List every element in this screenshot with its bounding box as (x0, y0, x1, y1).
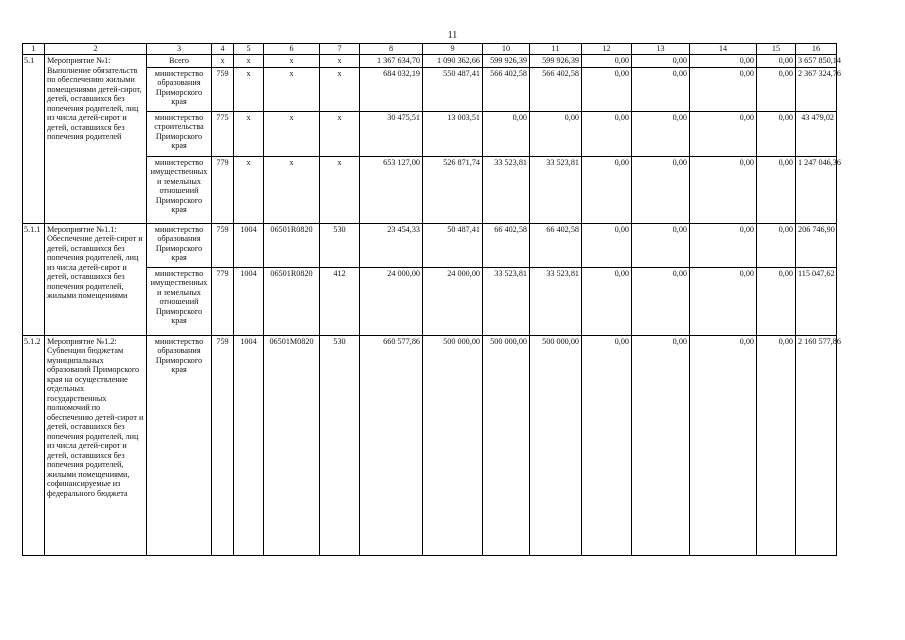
table-cell: 206 746,90 (796, 223, 837, 267)
table-cell: 43 479,02 (796, 111, 837, 156)
table-cell: 0,00 (582, 223, 632, 267)
table-cell: 0,00 (757, 111, 796, 156)
column-header: 14 (690, 44, 757, 55)
executor-cell: министерство образования Приморского края (147, 223, 212, 267)
table-cell: 653 127,00 (360, 156, 423, 223)
table-cell: 50 487,41 (423, 223, 483, 267)
item-number: 5.1 (23, 55, 45, 224)
table-cell: 33 523,81 (530, 156, 582, 223)
table-cell: 500 000,00 (423, 335, 483, 555)
executor-cell: министерство имущественных и земельных отношений Приморского края (147, 156, 212, 223)
executor-cell: Всего (147, 55, 212, 68)
table-cell: 0,00 (530, 111, 582, 156)
table-cell: 412 (320, 267, 360, 335)
table-cell: 06501R0820 (264, 267, 320, 335)
column-header: 3 (147, 44, 212, 55)
column-header: 7 (320, 44, 360, 55)
table-cell: 23 454,33 (360, 223, 423, 267)
table-cell: x (320, 111, 360, 156)
table-cell: 660 577,86 (360, 335, 423, 555)
item-number: 5.1.2 (23, 335, 45, 555)
column-header: 11 (530, 44, 582, 55)
table-cell: 0,00 (757, 67, 796, 111)
table-cell: 0,00 (582, 67, 632, 111)
column-header: 4 (212, 44, 234, 55)
executor-cell: министерство имущественных и земельных отношений Приморского края (147, 267, 212, 335)
table-cell: x (264, 156, 320, 223)
table-cell: 0,00 (690, 267, 757, 335)
table-cell: 66 402,58 (483, 223, 530, 267)
table-cell: 1004 (234, 335, 264, 555)
table-cell: 0,00 (582, 267, 632, 335)
table-cell: 0,00 (632, 223, 690, 267)
table-cell: x (234, 111, 264, 156)
item-number: 5.1.1 (23, 223, 45, 335)
table-cell: x (264, 55, 320, 68)
table-cell: 0,00 (582, 335, 632, 555)
executor-cell: министерство строительства Приморского края (147, 111, 212, 156)
table-cell: 0,00 (632, 335, 690, 555)
table-cell: 684 032,19 (360, 67, 423, 111)
table-cell: 13 003,51 (423, 111, 483, 156)
table-cell: 0,00 (632, 111, 690, 156)
table-cell: 1 247 046,36 (796, 156, 837, 223)
table-cell: 530 (320, 335, 360, 555)
table-cell: 0,00 (757, 156, 796, 223)
table-cell: 0,00 (690, 223, 757, 267)
table-cell: 1 090 362,66 (423, 55, 483, 68)
table-cell: 759 (212, 67, 234, 111)
table-body (23, 55, 841, 556)
table-cell: 759 (212, 223, 234, 267)
page-number: 11 (447, 30, 458, 41)
table-cell: 3 657 850,14 (796, 55, 837, 68)
table-cell: 0,00 (690, 55, 757, 68)
table-cell: 1 367 634,70 (360, 55, 423, 68)
table-cell: 500 000,00 (483, 335, 530, 555)
table-cell: 759 (212, 335, 234, 555)
table-row (23, 335, 837, 555)
table-row (23, 55, 837, 68)
table-cell: 775 (212, 111, 234, 156)
table-cell: 06501M0820 (264, 335, 320, 555)
column-header: 2 (45, 44, 147, 55)
table-cell: 0,00 (632, 67, 690, 111)
column-header: 9 (423, 44, 483, 55)
table-cell: 0,00 (690, 156, 757, 223)
table-cell: 1004 (234, 267, 264, 335)
table-cell: x (234, 156, 264, 223)
table-cell: 33 523,81 (483, 267, 530, 335)
table-cell: 599 926,39 (530, 55, 582, 68)
header-row (23, 44, 837, 55)
item-description: Мероприятие №1: Выполнение обязательств по обеспечению жилыми помещениями детей-сирот, детей, оставшихся без попечения родителей, лиц из числа детей-сирот и детей, оставшихся без попечения родителей (45, 55, 147, 224)
column-header: 1 (23, 44, 45, 55)
table-cell: 0,00 (757, 223, 796, 267)
table-cell: x (264, 111, 320, 156)
budget-table (22, 43, 841, 556)
table-cell: 0,00 (582, 111, 632, 156)
table-cell: 779 (212, 267, 234, 335)
executor-cell: министерство образования Приморского края (147, 335, 212, 555)
table-cell: 0,00 (632, 156, 690, 223)
table-cell: 0,00 (632, 267, 690, 335)
column-header: 16 (796, 44, 837, 55)
table-cell: 0,00 (632, 55, 690, 68)
table-cell: 24 000,00 (360, 267, 423, 335)
table-cell: x (212, 55, 234, 68)
table-cell: 33 523,81 (530, 267, 582, 335)
table-cell: 115 047,62 (796, 267, 837, 335)
table-cell: 24 000,00 (423, 267, 483, 335)
table-cell: 550 487,41 (423, 67, 483, 111)
table-cell: x (320, 67, 360, 111)
table-row (23, 223, 837, 267)
table-cell: 33 523,81 (483, 156, 530, 223)
column-header: 5 (234, 44, 264, 55)
table-cell: 599 926,39 (483, 55, 530, 68)
column-header: 8 (360, 44, 423, 55)
table-cell: 0,00 (582, 156, 632, 223)
table-cell: 566 402,58 (530, 67, 582, 111)
table-cell: x (234, 55, 264, 68)
table-cell: 0,00 (582, 55, 632, 68)
table-cell: 2 160 577,86 (796, 335, 837, 555)
table-cell: x (320, 55, 360, 68)
table-cell: 526 871,74 (423, 156, 483, 223)
table-cell: x (234, 67, 264, 111)
table-cell: 0,00 (690, 335, 757, 555)
table-cell: 0,00 (757, 55, 796, 68)
table-cell: 566 402,58 (483, 67, 530, 111)
table-cell: 500 000,00 (530, 335, 582, 555)
table-cell: 2 367 324,76 (796, 67, 837, 111)
table-cell: 66 402,58 (530, 223, 582, 267)
table-cell: 0,00 (757, 335, 796, 555)
table-cell: 0,00 (483, 111, 530, 156)
column-header: 12 (582, 44, 632, 55)
column-header: 13 (632, 44, 690, 55)
table-cell: 0,00 (757, 267, 796, 335)
item-description: Мероприятие №1.2: Субвенции бюджетам муниципальных образований Приморского края на осуществление отдельных государственных полномочий по обеспечению детей-сирот и детей, оставшихся без попечения родителей, лиц из числа детей-сирот и детей, оставшихся без попечения родителей, жилыми помещениями, софинансируемые из федерального бюджета (45, 335, 147, 555)
column-header: 10 (483, 44, 530, 55)
item-description: Мероприятие №1.1: Обеспечение детей-сирот и детей, оставшихся без попечения родителей, лиц из числа детей-сирот и детей, оставшихся без попечения родителей, жилыми помещениями (45, 223, 147, 335)
table-cell: 0,00 (690, 111, 757, 156)
table-cell: x (320, 156, 360, 223)
table-cell: 30 475,51 (360, 111, 423, 156)
column-header: 6 (264, 44, 320, 55)
executor-cell: министерство образования Приморского края (147, 67, 212, 111)
table-cell: 1004 (234, 223, 264, 267)
table-cell: x (264, 67, 320, 111)
table-cell: 779 (212, 156, 234, 223)
column-header: 15 (757, 44, 796, 55)
table-cell: 530 (320, 223, 360, 267)
table-cell: 0,00 (690, 67, 757, 111)
table-cell: 06501R0820 (264, 223, 320, 267)
